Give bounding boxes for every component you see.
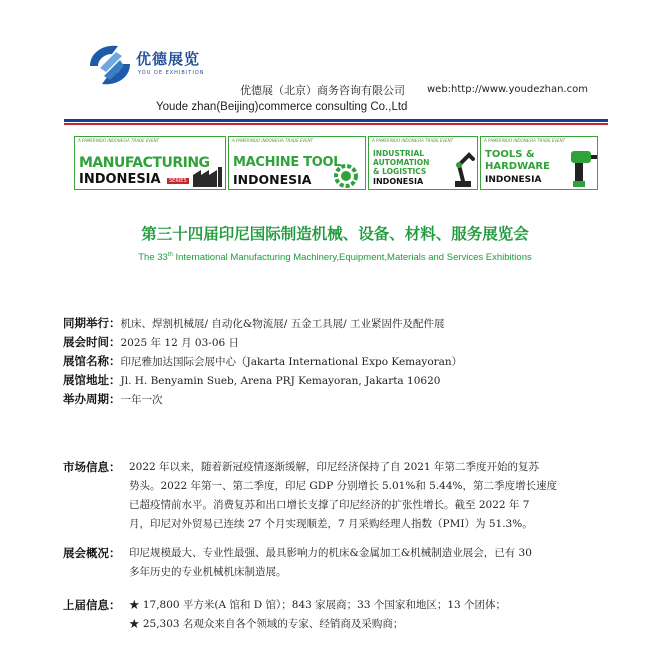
gear-icon xyxy=(333,163,359,189)
series-badge: SERIES xyxy=(169,178,187,184)
info-concurrent: 同期举行：机床、焊割机械展/ 自动化&物流展/ 五金工具展/ 工业紧固件及配件展 xyxy=(63,316,445,330)
previous-edition-info: 上届信息： ★ 17,800 平方米(A 馆和 D 馆）；843 家展商；33 个国家和地区；13 个团体； ★ 25,303 名观众来自各个领域的专家、经销商及采购商； xyxy=(63,598,507,630)
factory-icon xyxy=(193,167,223,187)
exhibition-overview: 展会概况： 印尼规模最大、专业性最强、最具影响力的机床&金属加工&机械制造业展会，已有 30 多年历史的专业机械机床制造展。 xyxy=(63,546,532,578)
company-logo xyxy=(86,42,246,90)
company-name-en: Youde zhan(Beijing)commerce consulting Co.,Ltd xyxy=(156,101,408,113)
info-cycle: 举办周期：一年一次 xyxy=(63,392,163,406)
logo-text-cn: 优德展览 xyxy=(136,50,201,68)
market-info: 市场信息： 2022 年以来，随着新冠疫情逐渐缓解，印尼经济保持了自 2021 年第二季度开始的复苏 势头。2022 年第一、第二季度，印尼 GDP 分别增长 5.01%和 5.44%，第二季度增长速度 已超疫情前水平。消费复苏和出口增长支撑了印尼经济的扩张性增长。截至 2022 年 7 月，印尼对外贸易已连续 27 个月实现顺差，7 月采购经理人指数（PMI）为 51.3%。 xyxy=(63,460,557,530)
logo-text-en: YOU DE EXHIBITION xyxy=(138,70,205,76)
header-divider-red xyxy=(64,123,608,125)
banner-industrial-automation: A PAMERINDO INDONESIA TRADE EVENT INDUSTRIAL AUTOMATION & LOGISTICS INDONESIA xyxy=(368,136,478,190)
website-link[interactable]: web:http://www.youdezhan.com xyxy=(427,84,588,95)
banner-subtitle: INDONESIA xyxy=(233,172,312,187)
banner-title: MANUFACTURING xyxy=(79,155,210,171)
exhibition-title-en: The 33th International Manufacturing Machinery,Equipment,Materials and Services Exhibitions xyxy=(138,252,532,264)
drill-icon xyxy=(567,145,597,189)
exhibition-title-cn: 第三十四届印尼国际制造机械、设备、材料、服务展览会 xyxy=(141,225,529,243)
banner-manufacturing-indonesia: A PAMERINDO INDONESIA TRADE EVENT MANUFACTURING INDONESIA SERIES xyxy=(74,136,226,190)
company-name-cn: 优德展（北京）商务咨询有限公司 xyxy=(240,84,405,97)
banner-subtitle: INDONESIA xyxy=(485,175,542,185)
youde-logo-icon xyxy=(86,42,134,88)
info-address: 展馆地址：Jl. H. Benyamin Sueb, Arena PRJ Kemayoran, Jakarta 10620 xyxy=(63,373,441,387)
banner-tools-hardware: A PAMERINDO INDONESIA TRADE EVENT TOOLS & HARDWARE INDONESIA xyxy=(480,136,598,190)
header-divider-blue xyxy=(64,119,608,122)
info-venue: 展馆名称：印尼雅加达国际会展中心（Jakarta International Expo Kemayoran） xyxy=(63,354,463,368)
banner-subtitle: INDONESIA xyxy=(373,177,424,186)
banner-subtitle: INDONESIA xyxy=(79,172,161,187)
robot-arm-icon xyxy=(447,145,477,189)
info-time: 展会时间：2025 年 12 月 03-06 日 xyxy=(63,335,240,349)
banner-title: MACHINE TOOL xyxy=(233,155,342,170)
banner-machine-tool-indonesia: A PAMERINDO INDONESIA TRADE EVENT MACHINE TOOL INDONESIA xyxy=(228,136,366,190)
